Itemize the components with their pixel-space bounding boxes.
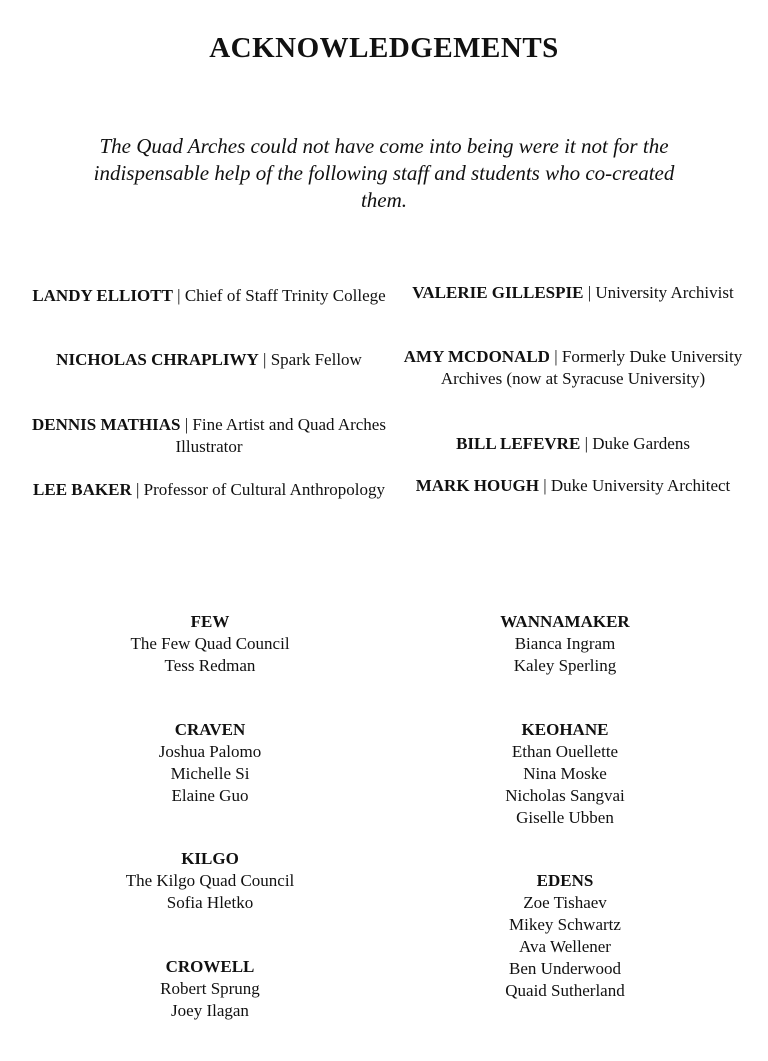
- member-name: Tess Redman: [164, 656, 256, 675]
- separator: |: [549, 347, 562, 366]
- staff-name: DENNIS MATHIAS: [32, 415, 181, 434]
- staff-role: Chief of Staff Trinity College: [184, 286, 386, 305]
- member-name: Giselle Ubben: [516, 808, 614, 827]
- member-name: Kaley Sperling: [513, 656, 617, 675]
- staff-name: VALERIE GILLESPIE: [412, 283, 584, 302]
- member-name: Mikey Schwartz: [509, 915, 621, 934]
- quad-group-wannamaker: [415, 611, 715, 677]
- quad-heading: KEOHANE: [521, 720, 609, 739]
- separator: |: [172, 286, 185, 305]
- member-name: Zoe Tishaev: [523, 893, 607, 912]
- quad-group-crowell: [60, 956, 360, 1022]
- member-name: Elaine Guo: [171, 786, 249, 805]
- member-name: Ben Underwood: [509, 959, 621, 978]
- member-name: Nicholas Sangvai: [505, 786, 625, 805]
- member-name: Ethan Ouellette: [511, 742, 619, 761]
- member-name: The Few Quad Council: [130, 634, 290, 653]
- member-name: Sofia Hletko: [166, 893, 254, 912]
- staff-role: Spark Fellow: [270, 350, 362, 369]
- staff-name: BILL LEFEVRE: [456, 434, 581, 453]
- member-name: Nina Moske: [523, 764, 607, 783]
- staff-role: University Archivist: [595, 283, 734, 302]
- separator: |: [258, 350, 271, 369]
- separator: |: [583, 283, 596, 302]
- separator: |: [180, 415, 193, 434]
- quad-heading: CRAVEN: [174, 720, 246, 739]
- member-name: Quaid Sutherland: [505, 981, 625, 1000]
- staff-entry: [398, 433, 748, 455]
- quad-heading: WANNAMAKER: [500, 612, 630, 631]
- staff-entry: [30, 285, 388, 307]
- quad-heading: EDENS: [536, 871, 594, 890]
- staff-entry: [398, 475, 748, 497]
- member-name: The Kilgo Quad Council: [125, 871, 295, 890]
- staff-entry: [398, 282, 748, 304]
- member-name: Joey Ilagan: [171, 1001, 249, 1020]
- quad-group-edens: [415, 870, 715, 1002]
- quad-heading: KILGO: [181, 849, 239, 868]
- staff-name: NICHOLAS CHRAPLIWY: [56, 350, 259, 369]
- staff-name: AMY MCDONALD: [403, 347, 550, 366]
- separator: |: [580, 434, 593, 453]
- separator: |: [131, 480, 144, 499]
- staff-name: LANDY ELLIOTT: [32, 286, 173, 305]
- staff-entry: [30, 479, 388, 501]
- staff-role: Duke University Architect: [550, 476, 731, 495]
- page-title: ACKNOWLEDGEMENTS: [209, 32, 559, 64]
- staff-name: LEE BAKER: [33, 480, 132, 499]
- quad-group-keohane: [415, 719, 715, 829]
- staff-role: Formerly Duke University Archives (now at Syracuse University): [440, 347, 743, 388]
- staff-entry: [398, 346, 748, 390]
- member-name: Bianca Ingram: [514, 634, 616, 653]
- member-name: Michelle Si: [170, 764, 250, 783]
- staff-role: Professor of Cultural Anthropology: [143, 480, 385, 499]
- quad-group-kilgo: [60, 848, 360, 914]
- member-name: Ava Wellener: [519, 937, 611, 956]
- staff-role: Duke Gardens: [592, 434, 690, 453]
- quad-heading: CROWELL: [165, 957, 255, 976]
- member-name: Joshua Palomo: [158, 742, 262, 761]
- staff-role: Fine Artist and Quad Arches Illustrator: [175, 415, 386, 456]
- staff-name: MARK HOUGH: [415, 476, 539, 495]
- quad-group-few: [60, 611, 360, 677]
- staff-entry: [30, 349, 388, 371]
- member-name: Robert Sprung: [160, 979, 260, 998]
- staff-entry: [30, 414, 388, 458]
- separator: |: [538, 476, 551, 495]
- intro-paragraph: The Quad Arches could not have come into being were it not for the indispensable help of the following staff and students who co-created them.: [93, 134, 675, 212]
- quad-group-craven: [60, 719, 360, 807]
- quad-heading: FEW: [190, 612, 230, 631]
